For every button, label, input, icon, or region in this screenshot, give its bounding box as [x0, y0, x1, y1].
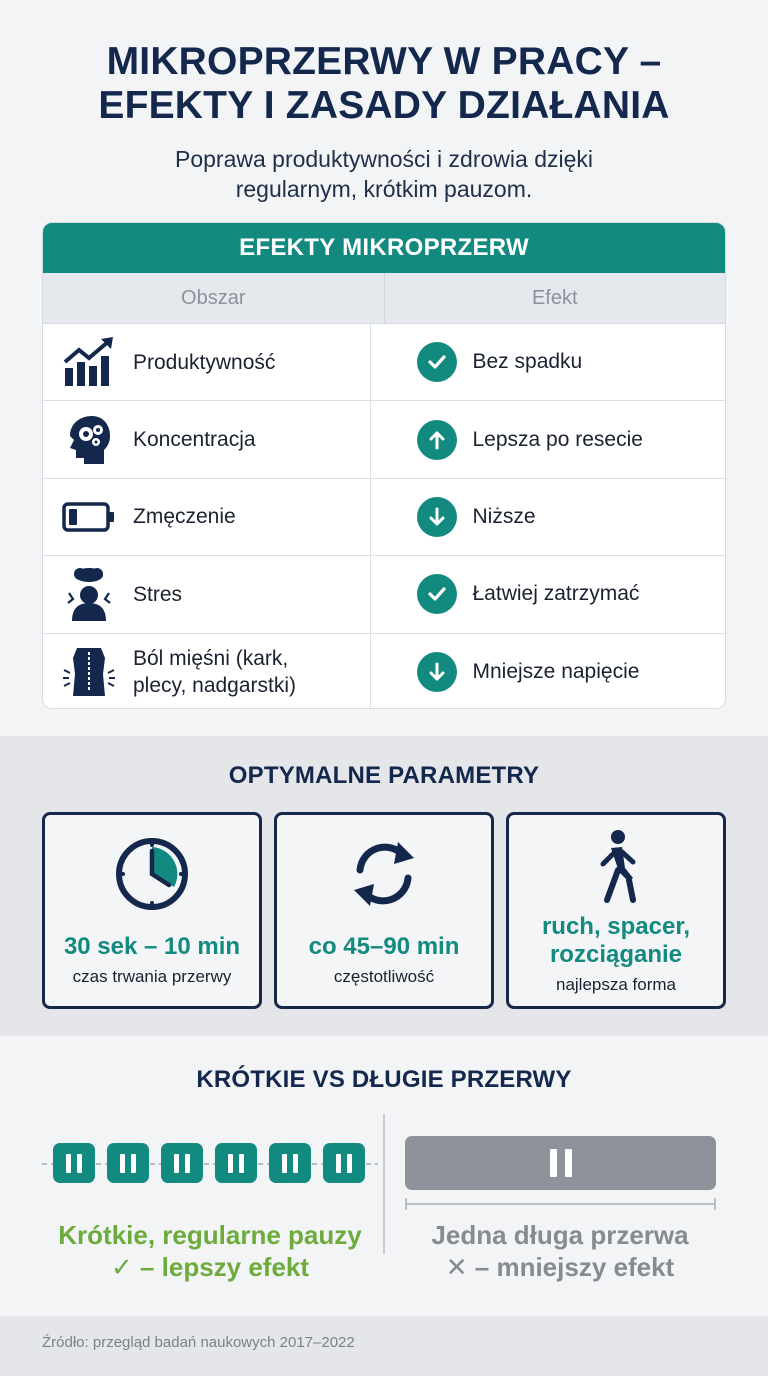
subtitle-line-2: regularnym, krótkim pauzom. — [235, 176, 533, 202]
area-text: Koncentracja — [133, 428, 256, 452]
table-row — [43, 324, 725, 401]
area-cell — [43, 401, 371, 477]
effect-cell — [371, 634, 726, 709]
head-gears-icon — [61, 412, 117, 468]
back-pain-icon — [61, 644, 117, 700]
source-text: Źródło: przegląd badań naukowych 2017–2022 — [42, 1334, 355, 1351]
parameter-card-frequency — [274, 812, 494, 1009]
page-title — [20, 40, 748, 128]
area-text: Zmęczenie — [133, 505, 236, 529]
arrow-down-icon — [417, 497, 457, 537]
stressed-person-cloud-icon — [61, 566, 117, 622]
form-value — [509, 913, 723, 969]
area-cell — [43, 479, 371, 555]
long-pause-line-2: ✕ – mniejszy efekt — [445, 1252, 675, 1282]
effects-table-header — [43, 273, 725, 324]
short-pause-icon — [269, 1143, 311, 1183]
duration-label: czas trwania przerwy — [72, 967, 232, 986]
column-header-effect: Efekt — [531, 287, 578, 309]
optimal-parameters-section — [0, 736, 768, 1036]
table-row — [43, 479, 725, 556]
long-pause-line-1: Jedna długa przerwa — [431, 1220, 689, 1250]
area-text: Produktywność — [133, 350, 276, 374]
parameters-title: OPTYMALNE PARAMETRY — [228, 762, 540, 789]
area-text: Ból mięśni (kark, — [133, 647, 289, 671]
frequency-value: co 45–90 min — [308, 933, 460, 960]
table-row — [43, 556, 725, 633]
area-label — [133, 426, 256, 453]
short-pauses-caption — [40, 1219, 380, 1283]
title-line-2: EFEKTY I ZASADY DZIAŁANIA — [98, 84, 670, 127]
column-header-area: Obszar — [43, 273, 385, 323]
title-line-1: MIKROPRZERWY W PRACY – — [106, 40, 662, 83]
parameter-card-duration — [42, 812, 262, 1009]
check-icon — [417, 574, 457, 614]
subtitle-line-1: Poprawa produktywności i zdrowia dzięki — [174, 146, 594, 172]
arrow-up-icon — [417, 420, 457, 460]
comparison-divider — [383, 1114, 385, 1254]
short-pause-icon — [161, 1143, 203, 1183]
area-cell — [43, 324, 371, 400]
cycle-arrows-icon — [277, 833, 491, 915]
short-vs-long-section — [0, 1036, 768, 1316]
arrow-down-icon — [417, 652, 457, 692]
effects-table-title: EFEKTY MIKROPRZERW — [43, 223, 725, 273]
clock-icon — [45, 833, 259, 915]
short-pause-icon — [53, 1143, 95, 1183]
area-text: Stres — [133, 582, 183, 606]
effect-cell — [371, 479, 726, 555]
table-row — [43, 634, 725, 709]
effect-label: Niższe — [472, 504, 536, 528]
effect-label: Bez spadku — [472, 350, 583, 374]
effect-label: Łatwiej zatrzymać — [472, 582, 640, 606]
area-cell — [43, 634, 371, 709]
duration-value: 30 sek – 10 min — [63, 933, 241, 960]
area-label — [133, 349, 275, 376]
form-value-line-2: rozciąganie — [549, 941, 683, 968]
short-pause-icon — [323, 1143, 365, 1183]
long-pause-caption — [390, 1219, 730, 1283]
short-pause-icon — [107, 1143, 149, 1183]
page-subtitle — [80, 144, 688, 204]
area-label — [133, 645, 296, 699]
long-pause-timeline — [405, 1196, 716, 1212]
low-battery-icon — [61, 489, 117, 545]
effects-table — [42, 222, 726, 709]
source-footer — [0, 1316, 768, 1376]
effect-label: Lepsza po resecie — [472, 427, 643, 451]
check-icon — [417, 342, 457, 382]
growth-chart-icon — [61, 334, 117, 390]
effect-label: Mniejsze napięcie — [472, 660, 640, 684]
table-row — [43, 401, 725, 478]
area-label — [133, 581, 182, 608]
effect-cell — [371, 556, 726, 632]
header — [0, 0, 768, 222]
form-label: najlepsza forma — [555, 975, 676, 994]
form-value-line-1: ruch, spacer, — [541, 913, 691, 940]
area-text-line-2: plecy, nadgarstki) — [133, 674, 297, 698]
parameter-card-form — [506, 812, 726, 1009]
long-pause-icon — [405, 1136, 716, 1190]
short-pause-icon — [215, 1143, 257, 1183]
walking-person-icon — [509, 825, 723, 907]
area-cell — [43, 556, 371, 632]
effect-cell — [371, 324, 726, 400]
short-pauses-line-2: ✓ – lepszy efekt — [110, 1252, 310, 1282]
effect-cell — [371, 401, 726, 477]
area-label — [133, 503, 236, 530]
short-pauses-line-1: Krótkie, regularne pauzy — [58, 1220, 362, 1250]
comparison-title: KRÓTKIE VS DŁUGIE PRZERWY — [196, 1066, 572, 1093]
frequency-label: częstotliwość — [333, 967, 435, 986]
